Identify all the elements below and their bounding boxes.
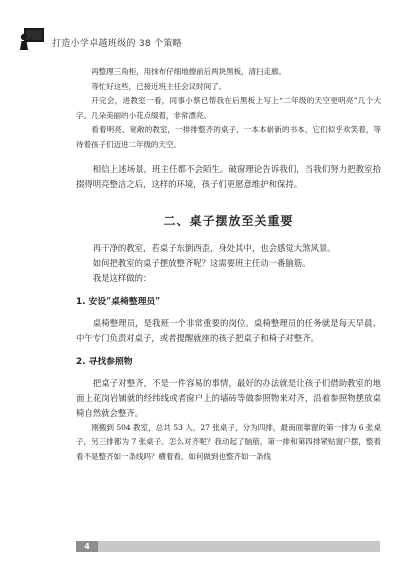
paragraph: 如何把教室的桌子摆放整齐呢？这需要班主任动一番脑筋。 — [92, 257, 311, 268]
paragraph: 把桌子对整齐，不是一件容易的事情，最好的办法就是让孩子们借助教室的地面上花岗岩铺就的经纬线或者窗户上的墙砖等做参照物来对齐，沿着参照物摆放桌椅自然就会整齐。 — [76, 377, 381, 418]
paragraph: 看着明亮、宽敞的教室，一排排整齐的桌子，一本本崭新的书本，它们似乎欢笑着，等待着孩子们迈进二年级的天空。 — [76, 125, 381, 149]
subsection-heading — [76, 294, 381, 310]
footer-bar — [76, 541, 380, 552]
paragraph: 桌椅整理员，是我班一个非常重要的岗位。桌椅整理员的任务就是每天早晨、中午专门负责对桌子，或者提醒就座的孩子把桌子和椅子对整齐。 — [76, 317, 381, 343]
page-number: 4 — [76, 541, 98, 552]
subsection-heading — [76, 354, 381, 370]
paragraph: 再整理三角柜，用抹布仔细地擦前后两块黑板，清扫走廊。 — [91, 67, 287, 76]
subsection-title: 安设“桌椅整理员” — [88, 296, 161, 307]
paragraph: 我是这样做的： — [92, 272, 152, 283]
page-body — [76, 65, 381, 464]
paragraph: 等忙好这些，已接近班主任会议时间了。 — [91, 81, 227, 91]
header-title: 打造小学卓越班级的 38 个策略 — [52, 39, 182, 49]
subsection-title: 寻找参照物 — [88, 356, 133, 367]
paragraph: 开完会，进教室一看，同事小蔡已帮我在后黑板上写上“二年级的天空更明亮”几个大字。几朵美丽的小花点缀着，非常漂亮。 — [76, 96, 381, 120]
section-title: 二、桌子摆放至关重要 — [163, 213, 294, 228]
teacher-at-blackboard-icon — [18, 26, 46, 52]
subsection-number: 1. — [76, 296, 86, 307]
paragraph: 刚搬到 504 教室，总共 53 人，27 张桌子，分为四排，最南面靠窗的第一排为 6 张桌子，另三排都为 7 张桌子。怎么对齐呢？我动起了脑筋，第一排和第四排紧贴窗户摆，整着看不是整齐如一条线吗？横着看，如何做到也整齐如一条线 — [76, 422, 381, 461]
subsection-number: 2. — [76, 356, 86, 367]
paragraph: 再干净的教室，若桌子东倒西歪，身处其中，也会感觉大煞风景。 — [92, 242, 336, 253]
running-header — [18, 26, 388, 52]
paragraph: 相信上述场景，班主任都不会陌生。破窗理论告诉我们，当我们努力把教室拾掇得明亮整洁之后，这样的环境，孩子们更愿意维护和保持。 — [76, 163, 381, 189]
